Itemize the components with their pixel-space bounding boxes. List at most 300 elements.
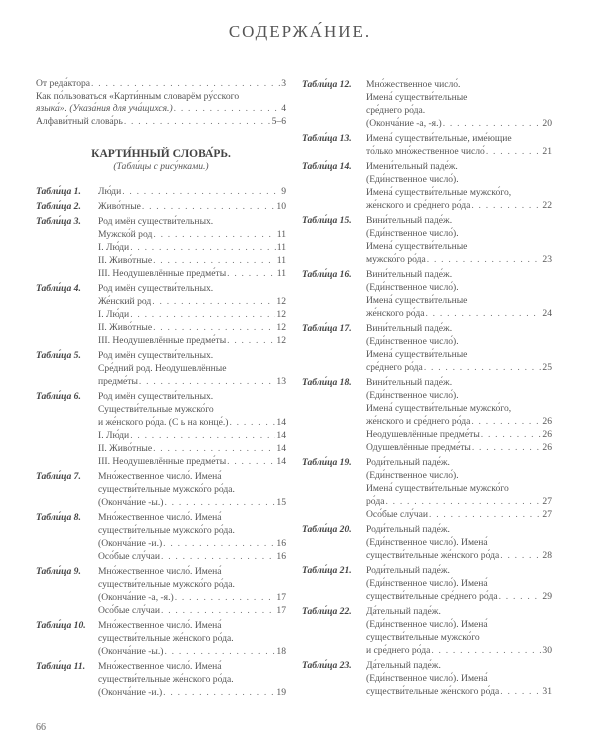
table-label: Табли́ца 1. [36, 186, 81, 197]
toc-line [36, 78, 286, 91]
toc-entry[interactable] [36, 660, 286, 699]
toc-line-text: От реда́ктора [36, 78, 91, 89]
entry-body [98, 185, 286, 198]
toc-line [98, 619, 286, 632]
toc-line [366, 605, 552, 618]
toc-line-text: мужско́го ро́да [366, 254, 426, 265]
toc-line-text: Имена́ существи́тельные [366, 92, 468, 103]
toc-page-number: 25 [542, 362, 552, 373]
toc-page-number: 15 [276, 497, 286, 508]
toc-line-text: существи́тельные мужско́го ро́да. [98, 525, 235, 536]
toc-line-text: Мно́жественное число́. Имена́ [98, 620, 222, 631]
toc-entry[interactable] [36, 282, 286, 347]
leader-dots [153, 254, 276, 267]
toc-line [98, 524, 286, 537]
leader-dots [227, 334, 275, 347]
toc-line-text: (Оконча́ние -ы.) [98, 497, 164, 508]
toc-entry[interactable] [302, 605, 552, 657]
toc-line-text: Имена́ существи́тельные мужско́го, [366, 403, 512, 414]
toc-line-text: же́нского и сре́днего ро́да [366, 416, 471, 427]
leader-dots [500, 549, 541, 562]
toc-line-text: Вини́тельный паде́ж. [366, 269, 453, 280]
leader-dots [153, 321, 275, 334]
leader-dots [481, 428, 542, 441]
toc-line [366, 376, 552, 389]
toc-line-text: Мно́жественное число́. Имена́ [98, 471, 222, 482]
toc-page-number: 11 [276, 242, 286, 253]
toc-line-text: сре́днего ро́да. [366, 105, 426, 116]
toc-page-number: 16 [276, 538, 286, 549]
toc-page-number: 11 [276, 268, 286, 279]
toc-line-text: (Еди́нственное число́). Имена́ [366, 537, 488, 548]
table-label: Табли́ца 4. [36, 283, 81, 294]
toc-line [366, 456, 552, 469]
toc-page-number: 3 [281, 78, 286, 89]
table-label: Табли́ца 8. [36, 512, 81, 523]
toc-line-text: Имена́ существи́тельные, име́ющие [366, 133, 512, 144]
toc-entry[interactable] [36, 470, 286, 509]
toc-line [98, 429, 286, 442]
toc-line-text: Мно́жественное число́. Имена́ [98, 566, 222, 577]
toc-line-text: Роди́тельный паде́ж. [366, 457, 450, 468]
table-label: Табли́ца 5. [36, 350, 81, 361]
front-item[interactable] [36, 78, 286, 91]
left-entries-list [36, 185, 286, 699]
toc-line-text: Осо́бые слу́чаи [366, 509, 429, 520]
toc-page-number: 16 [276, 551, 286, 562]
toc-line [366, 590, 552, 603]
toc-line [366, 536, 552, 549]
toc-line [366, 294, 552, 307]
toc-line [366, 508, 552, 521]
page-number: 66 [36, 722, 46, 733]
toc-line [98, 604, 286, 617]
toc-line [98, 660, 286, 673]
entry-body [98, 511, 286, 563]
toc-line [98, 591, 286, 604]
leader-dots [175, 591, 276, 604]
toc-entry[interactable] [302, 132, 552, 158]
toc-page-number: 13 [276, 376, 286, 387]
toc-line-text: Вини́тельный паде́ж. [366, 323, 453, 334]
toc-line-text: существи́тельные мужско́го [366, 632, 480, 643]
toc-line [366, 644, 552, 657]
toc-line [366, 132, 552, 145]
toc-page-number: 27 [542, 496, 552, 507]
toc-line [366, 240, 552, 253]
toc-page-number: 24 [542, 308, 552, 319]
toc-line [366, 428, 552, 441]
toc-line-text: III. Неодушевлённые предме́ты [98, 456, 227, 467]
toc-page-number: 11 [276, 255, 286, 266]
toc-line [366, 441, 552, 454]
entry-body [98, 619, 286, 658]
leader-dots [499, 590, 542, 603]
toc-entry[interactable] [36, 349, 286, 388]
front-item[interactable] [36, 116, 286, 129]
toc-line [98, 308, 286, 321]
toc-line [366, 577, 552, 590]
leader-dots [153, 442, 275, 455]
toc-line [366, 495, 552, 508]
leader-dots [139, 375, 275, 388]
toc-line-text: то́лько мно́жественное число́ [366, 146, 485, 157]
toc-line-text: (Оконча́ние -а, -я.) [98, 592, 174, 603]
entry-body [98, 282, 286, 347]
toc-line [98, 578, 286, 591]
toc-line [98, 375, 286, 388]
toc-line [366, 104, 552, 117]
leader-dots [122, 185, 280, 198]
table-label: Табли́ца 12. [302, 79, 352, 90]
toc-line-text: Же́нский род [98, 296, 152, 307]
toc-entry[interactable] [302, 160, 552, 212]
toc-line-text: (Еди́нственное число́). [366, 174, 459, 185]
toc-page-number: 18 [276, 646, 286, 657]
toc-line [98, 632, 286, 645]
toc-line [366, 659, 552, 672]
leader-dots [161, 604, 275, 617]
toc-line-text: (Еди́нственное число́). Имена́ [366, 619, 488, 630]
toc-line [366, 549, 552, 562]
toc-line [98, 511, 286, 524]
toc-line [366, 361, 552, 374]
toc-line-text: I. Лю́ди [98, 242, 130, 253]
toc-line [366, 564, 552, 577]
toc-line [98, 267, 286, 280]
toc-line-text: существи́тельные мужско́го ро́да. [98, 484, 235, 495]
toc-line-text: Вини́тельный паде́ж. [366, 215, 453, 226]
toc-line [98, 390, 286, 403]
toc-page-number: 9 [281, 186, 286, 197]
toc-page-number: 30 [542, 645, 552, 656]
toc-line [98, 550, 286, 563]
toc-entry[interactable] [302, 78, 552, 130]
toc-line-text: существи́тельные же́нского ро́да. [98, 633, 234, 644]
front-item[interactable] [36, 91, 286, 116]
toc-line-text: Существи́тельные мужско́го [98, 404, 214, 415]
leader-dots [443, 117, 542, 130]
toc-line [366, 415, 552, 428]
toc-line [98, 470, 286, 483]
toc-page-number: 14 [276, 456, 286, 467]
toc-entry[interactable] [36, 565, 286, 617]
leader-dots [427, 253, 542, 266]
entry-body [366, 160, 552, 212]
toc-line [366, 214, 552, 227]
toc-line [366, 173, 552, 186]
toc-line-text: существи́тельные сре́днего ро́да [366, 591, 498, 602]
toc-entry[interactable] [36, 185, 286, 198]
leader-dots [164, 645, 275, 658]
table-label: Табли́ца 11. [36, 661, 86, 672]
toc-page-number: 29 [542, 591, 552, 602]
toc-line-text: Имена́ существи́тельные [366, 241, 468, 252]
toc-line [98, 403, 286, 416]
toc-line-text: (Оконча́ние -и.) [98, 687, 163, 698]
toc-line [366, 253, 552, 266]
toc-entry[interactable] [36, 200, 286, 213]
toc-entry[interactable] [302, 456, 552, 521]
toc-line-text: II. Живо́тные [98, 443, 153, 454]
toc-line [98, 185, 286, 198]
toc-page-number: 11 [276, 229, 286, 240]
toc-line-text: существи́тельные же́нского ро́да [366, 550, 500, 561]
toc-entry[interactable] [36, 390, 286, 468]
toc-line [366, 322, 552, 335]
toc-line-text: (Еди́нственное число́). [366, 336, 459, 347]
entry-body [98, 215, 286, 280]
toc-line-text: (Еди́нственное число́). Имена́ [366, 578, 488, 589]
toc-line-text: III. Неодушевлённые предме́ты [98, 335, 227, 346]
toc-line [98, 228, 286, 241]
toc-entry[interactable] [302, 659, 552, 698]
table-label: Табли́ца 16. [302, 269, 352, 280]
toc-line-text: Род имён существи́тельных. [98, 350, 214, 361]
toc-entry[interactable] [36, 619, 286, 658]
toc-line [366, 348, 552, 361]
table-label: Табли́ца 9. [36, 566, 81, 577]
entry-body [366, 564, 552, 603]
toc-page-number: 21 [542, 146, 552, 157]
leader-dots [163, 686, 275, 699]
toc-page-number: 14 [276, 417, 286, 428]
table-label: Табли́ца 7. [36, 471, 81, 482]
entry-body [366, 322, 552, 374]
toc-page-number: 28 [542, 550, 552, 561]
toc-page-number: 23 [542, 254, 552, 265]
toc-line-text: Имени́тельный паде́ж. [366, 161, 458, 172]
entry-body [98, 349, 286, 388]
toc-line-text: I. Лю́ди [98, 430, 130, 441]
toc-line [98, 254, 286, 267]
toc-line-text: Мно́жественное число́. [366, 79, 461, 90]
toc-page-number: 4 [281, 103, 286, 114]
toc-line-text: Да́тельный паде́ж. [366, 606, 441, 617]
toc-line [98, 349, 286, 362]
toc-line-text: Род имён существи́тельных. [98, 391, 214, 402]
toc-page-number: 12 [276, 335, 286, 346]
leader-dots [142, 200, 276, 213]
toc-line [366, 335, 552, 348]
toc-page-number: 22 [542, 200, 552, 211]
leader-dots [429, 508, 541, 521]
toc-line [36, 91, 286, 104]
toc-line-text: Да́тельный паде́ж. [366, 660, 441, 671]
table-label: Табли́ца 21. [302, 565, 352, 576]
toc-line-text: сре́днего ро́да [366, 362, 423, 373]
leader-dots [229, 416, 275, 429]
toc-line-text: I. Лю́ди [98, 309, 130, 320]
entry-body [366, 456, 552, 521]
toc-line-text: Вини́тельный паде́ж. [366, 377, 453, 388]
toc-line-text: же́нского ро́да [366, 308, 425, 319]
toc-line [366, 618, 552, 631]
toc-line [366, 145, 552, 158]
toc-line-text: (Еди́нственное число́). [366, 470, 459, 481]
table-label: Табли́ца 23. [302, 660, 352, 671]
toc-line [366, 307, 552, 320]
toc-page-number: 26 [542, 442, 552, 453]
toc-line-text: (Еди́нственное число́). [366, 228, 459, 239]
toc-page-number: 17 [276, 605, 286, 616]
toc-line [98, 686, 286, 699]
toc-line-text: II. Живо́тные [98, 255, 153, 266]
table-label: Табли́ца 22. [302, 606, 352, 617]
toc-page-number: 12 [276, 322, 286, 333]
table-label: Табли́ца 18. [302, 377, 352, 388]
toc-entry[interactable] [302, 523, 552, 562]
leader-dots [385, 495, 541, 508]
entry-body [98, 470, 286, 509]
toc-line [366, 117, 552, 130]
toc-line-text: Имена́ существи́тельные [366, 349, 468, 360]
toc-line-text: Мно́жественное число́. Имена́ [98, 512, 222, 523]
toc-line [366, 91, 552, 104]
toc-line [366, 199, 552, 212]
right-entries-list [302, 78, 552, 698]
toc-line [366, 186, 552, 199]
toc-line-text: Род имён существи́тельных. [98, 283, 214, 294]
table-label: Табли́ца 20. [302, 524, 352, 535]
toc-line-text: (Еди́нственное число́). [366, 282, 459, 293]
toc-page-number: 10 [276, 201, 286, 212]
leader-dots [431, 644, 541, 657]
contents-right-column [302, 78, 552, 700]
toc-line-text: Роди́тельный паде́ж. [366, 565, 450, 576]
toc-line-text: Сре́дний род. Неодушевлённые [98, 363, 227, 374]
table-label: Табли́ца 10. [36, 620, 86, 631]
toc-line-text: и сре́днего ро́да [366, 645, 431, 656]
toc-page-number: 26 [542, 416, 552, 427]
toc-page-number: 5–6 [271, 115, 286, 127]
toc-line-text: Имена́ существи́тельные [366, 295, 468, 306]
toc-entry[interactable] [36, 215, 286, 280]
toc-line [366, 160, 552, 173]
toc-line-text: Имена́ существи́тельные мужско́го [366, 483, 509, 494]
toc-entry[interactable] [302, 376, 552, 454]
toc-line-text: (Оконча́ние -а, -я.) [366, 118, 442, 129]
toc-line [98, 362, 286, 375]
toc-page-number: 27 [542, 509, 552, 520]
leader-dots [153, 228, 275, 241]
entry-body [366, 268, 552, 320]
toc-line-text: (Оконча́ние -ы.) [98, 646, 164, 657]
table-label: Табли́ца 6. [36, 391, 81, 402]
toc-page-number: 19 [276, 687, 286, 698]
entry-body [98, 660, 286, 699]
toc-line [366, 482, 552, 495]
toc-line [36, 103, 286, 116]
toc-line-text: ро́да [366, 496, 385, 507]
toc-line-text: и же́нского ро́да. (С ь на конце́.) [98, 417, 229, 428]
table-label: Табли́ца 2. [36, 201, 81, 212]
entry-body [366, 78, 552, 130]
toc-page-number: 14 [276, 430, 286, 441]
toc-entry[interactable] [302, 268, 552, 320]
toc-line-text: Живо́тные [98, 201, 141, 212]
entry-body [366, 523, 552, 562]
toc-page-number: 12 [276, 296, 286, 307]
leader-dots [91, 78, 280, 91]
toc-line [98, 282, 286, 295]
toc-line [98, 295, 286, 308]
toc-line-text: Алфави́тный слова́рь [36, 115, 123, 127]
toc-line [98, 455, 286, 468]
toc-entry[interactable] [302, 322, 552, 374]
entry-body [366, 132, 552, 158]
toc-line-text: (Еди́нственное число́). [366, 390, 459, 401]
toc-entry[interactable] [36, 511, 286, 563]
toc-line-text: Лю́ди [98, 186, 122, 197]
toc-line [98, 483, 286, 496]
toc-line [366, 268, 552, 281]
toc-line-text: Мно́жественное число́. Имена́ [98, 661, 222, 672]
toc-line [366, 685, 552, 698]
toc-line-text: Имена́ существи́тельные мужско́го, [366, 187, 512, 198]
toc-line-text: Осо́бые слу́чаи [98, 605, 161, 616]
toc-page-number: 12 [276, 309, 286, 320]
toc-line-text: существи́тельные мужско́го ро́да. [98, 579, 235, 590]
toc-line-text: III. Неодушевлённые предме́ты [98, 268, 227, 279]
toc-line-text: (Оконча́ние -и.) [98, 538, 163, 549]
leader-dots [471, 199, 541, 212]
toc-page-number: 17 [276, 592, 286, 603]
toc-line [98, 537, 286, 550]
leader-dots [424, 361, 542, 374]
entry-body [366, 214, 552, 266]
toc-line [98, 565, 286, 578]
toc-line [366, 227, 552, 240]
toc-line-text: предме́ты [98, 376, 138, 387]
leader-dots [471, 415, 541, 428]
toc-entry[interactable] [302, 214, 552, 266]
toc-page-number: 31 [542, 686, 552, 697]
toc-page-number: 20 [542, 118, 552, 129]
entry-body [366, 605, 552, 657]
leader-dots [161, 550, 275, 563]
leader-dots [486, 145, 542, 158]
entry-body [98, 200, 286, 213]
toc-line [98, 215, 286, 228]
toc-line [366, 78, 552, 91]
toc-line [366, 402, 552, 415]
toc-line [98, 442, 286, 455]
toc-entry[interactable] [302, 564, 552, 603]
toc-line-text: существи́тельные же́нского ро́да. [98, 674, 234, 685]
toc-line [36, 116, 286, 129]
table-label: Табли́ца 3. [36, 216, 81, 227]
front-matter [36, 78, 286, 128]
leader-dots [163, 537, 275, 550]
toc-line [98, 334, 286, 347]
leader-dots [130, 308, 275, 321]
table-label: Табли́ца 13. [302, 133, 352, 144]
toc-line [366, 672, 552, 685]
toc-line-text: Род имён существи́тельных. [98, 216, 214, 227]
toc-line-text: Одушевлённые предме́ты [366, 442, 471, 453]
table-label: Табли́ца 17. [302, 323, 352, 334]
toc-line [98, 673, 286, 686]
entry-body [366, 376, 552, 454]
toc-line-text: существи́тельные же́нского ро́да [366, 686, 500, 697]
toc-line-text: Неодушевлённые предме́ты [366, 429, 480, 440]
section-title: КАРТИ́ННЫЙ СЛОВА́РЬ. [91, 148, 231, 160]
toc-line-text: Мужско́й род [98, 229, 153, 240]
leader-dots [500, 685, 541, 698]
contents-left-column [36, 78, 286, 701]
table-label: Табли́ца 15. [302, 215, 352, 226]
